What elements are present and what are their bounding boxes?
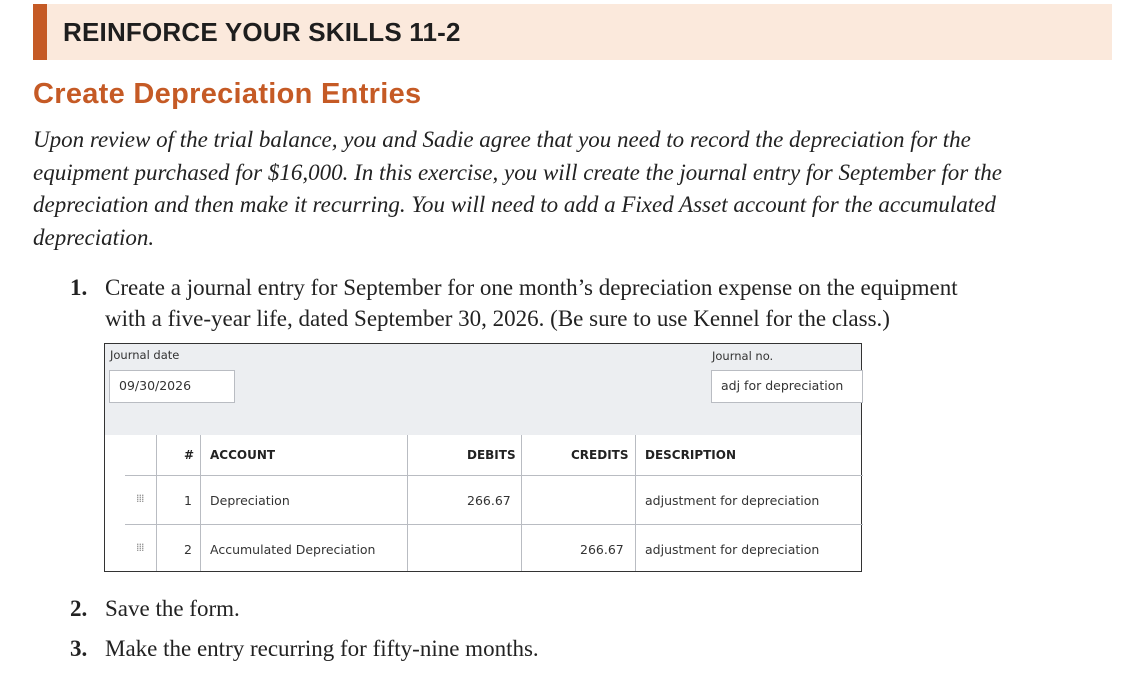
column-header-number: # <box>184 448 195 462</box>
column-divider <box>200 435 201 571</box>
row-description[interactable]: adjustment for depreciation <box>645 493 820 508</box>
intro-line: Upon review of the trial balance, you and Sadie agree that you need to record the depreciation for the <box>33 127 971 152</box>
exercise-banner <box>33 4 1112 60</box>
journal-date-label: Journal date <box>110 348 180 362</box>
row-credits[interactable]: 266.67 <box>580 542 624 557</box>
step-text: Make the entry recurring for fifty-nine months. <box>105 636 539 661</box>
intro-line: equipment purchased for $16,000. In this exercise, you will create the journal entry for September for the <box>33 159 1003 185</box>
row-account[interactable]: Depreciation <box>210 493 290 508</box>
journal-lines-table <box>105 420 861 571</box>
journal-date-field[interactable]: 09/30/2026 <box>109 370 235 403</box>
step-number: 1. <box>70 275 88 300</box>
table-top-band <box>105 420 861 435</box>
row-debits[interactable]: 266.67 <box>467 493 511 508</box>
column-divider <box>635 435 636 571</box>
banner-accent-bar <box>33 4 47 60</box>
journal-no-field[interactable]: adj for depreciation <box>711 370 863 403</box>
column-divider <box>156 435 157 571</box>
row-divider <box>125 475 863 476</box>
column-header-description[interactable]: DESCRIPTION <box>645 448 737 462</box>
step-text: Create a journal entry for September for one month’s depreciation expense on the equipment <box>105 275 958 300</box>
journal-entry-form <box>104 343 862 572</box>
step-1 <box>70 272 1100 334</box>
intro-line: depreciation. <box>33 224 155 250</box>
column-header-credits[interactable]: CREDITS <box>571 448 629 462</box>
journal-no-label: Journal no. <box>712 349 774 363</box>
section-title: Create Depreciation Entries <box>33 78 422 110</box>
step-text: with a five-year life, dated September 30, 2026. (Be sure to use Kennel for the class.) <box>105 306 890 331</box>
banner-title: REINFORCE YOUR SKILLS 11-2 <box>63 17 461 47</box>
step-number: 2. <box>70 596 88 621</box>
row-divider <box>125 524 863 525</box>
step-text: Save the form. <box>105 596 240 621</box>
step-2 <box>70 593 1100 624</box>
row-number: 1 <box>184 493 192 508</box>
row-number: 2 <box>184 542 192 557</box>
step-number: 3. <box>70 636 88 661</box>
intro-paragraph <box>33 124 1093 254</box>
column-divider <box>521 435 522 571</box>
row-drag-handle-icon[interactable]: ⁞⁞⁞ <box>136 541 144 554</box>
row-drag-handle-icon[interactable]: ⁞⁞⁞ <box>136 492 144 505</box>
column-header-account[interactable]: ACCOUNT <box>210 448 276 462</box>
column-header-debits[interactable]: DEBITS <box>467 448 516 462</box>
column-divider <box>407 435 408 571</box>
row-account[interactable]: Accumulated Depreciation <box>210 542 376 557</box>
step-3 <box>70 633 1100 664</box>
intro-line: depreciation and then make it recurring. You will need to add a Fixed Asset account for the accumulated <box>33 192 996 217</box>
row-description[interactable]: adjustment for depreciation <box>645 542 820 557</box>
